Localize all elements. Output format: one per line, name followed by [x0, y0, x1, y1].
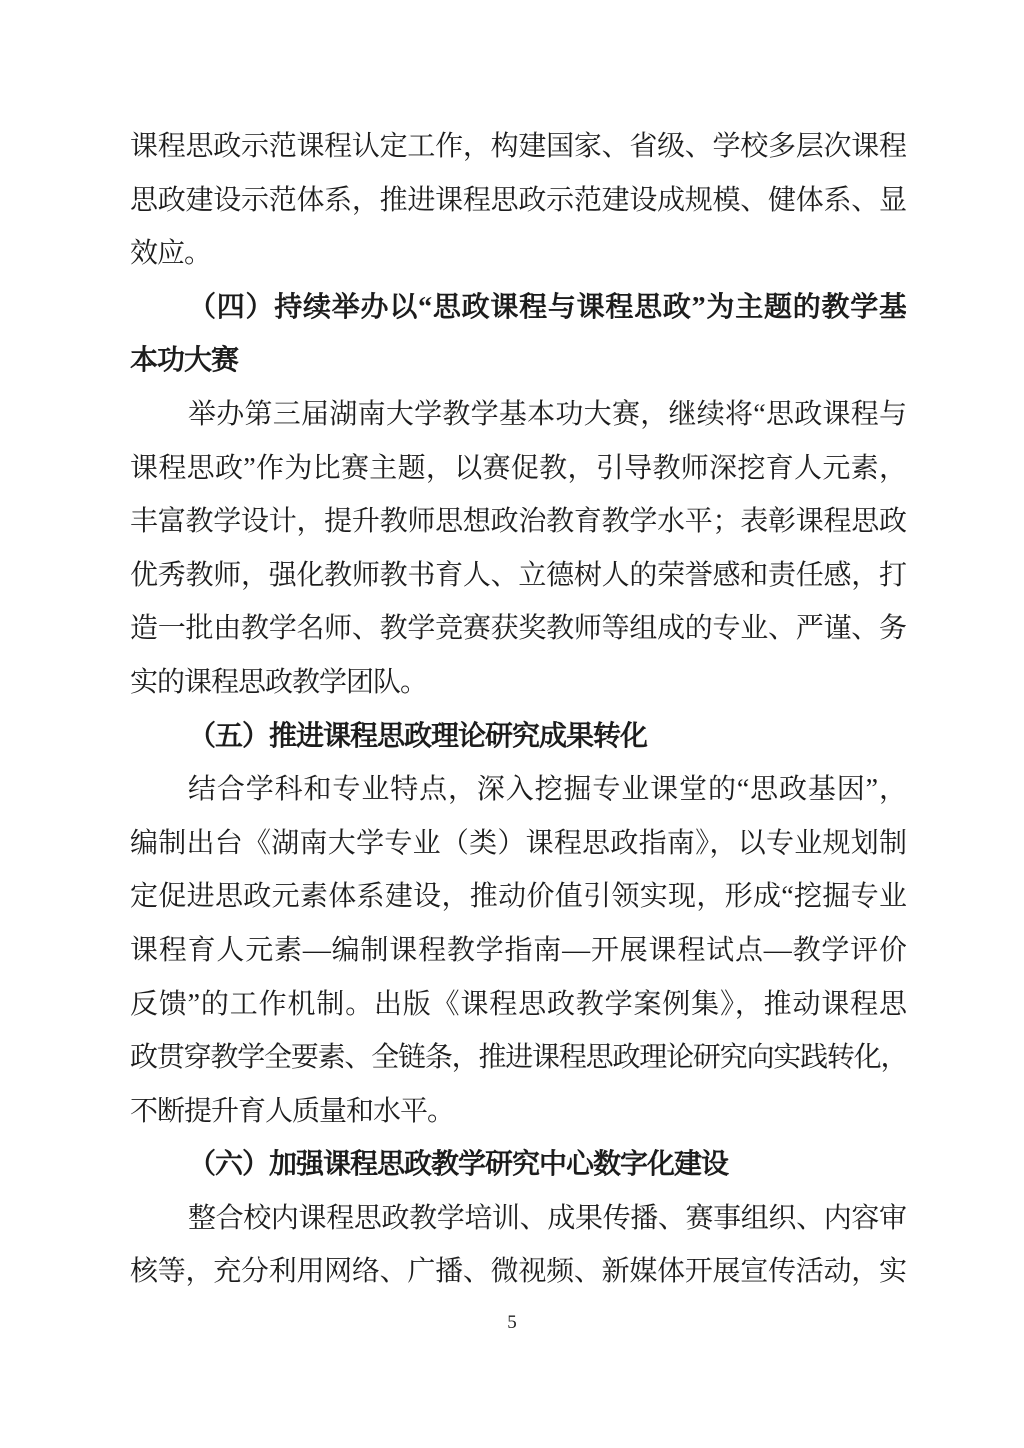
body-line: 课程思政示范课程认定工作，构建国家、省级、学校多层次课程 — [130, 131, 906, 162]
body-line: 举办第三届湖南大学教学基本功大赛，继续将“思政课程与 — [188, 398, 906, 430]
page-number: 5 — [507, 1312, 517, 1333]
section-heading: 本功大赛 — [130, 345, 239, 377]
body-line: 整合校内课程思政教学培训、成果传播、赛事组织、内容审 — [188, 1202, 906, 1234]
body-line: 丰富教学设计，提升教师思想政治教育教学水平；表彰课程思政 — [130, 506, 906, 538]
body-line: 造一批由教学名师、教学竞赛获奖教师等组成的专业、严谨、务 — [130, 613, 906, 645]
body-line: 课程思政”作为比赛主题，以赛促教，引导教师深挖育人元素， — [130, 452, 906, 484]
body-line: 政贯穿教学全要素、全链条，推进课程思政理论研究向实践转化， — [130, 1042, 906, 1074]
section-heading: （四）持续举办以“思政课程与课程思政”为主题的教学基 — [188, 291, 906, 323]
body-line: 反馈”的工作机制。出版《课程思政教学案例集》，推动课程思 — [130, 988, 906, 1020]
body-line: 实的课程思政教学团队。 — [130, 666, 428, 698]
body-line: 不断提升育人质量和水平。 — [130, 1095, 455, 1127]
body-line: 编制出台《湖南大学专业（类）课程思政指南》，以专业规划制 — [130, 827, 906, 859]
section-heading: （五）推进课程思政理论研究成果转化 — [188, 720, 648, 752]
section-heading: （六）加强课程思政教学研究中心数字化建设 — [188, 1149, 729, 1181]
body-line: 结合学科和专业特点，深入挖掘专业课堂的“思政基因”， — [188, 774, 906, 806]
body-line: 思政建设示范体系，推进课程思政示范建设成规模、健体系、显 — [130, 184, 906, 216]
document-text-body — [130, 120, 906, 1299]
body-line: 优秀教师，强化教师教书育人、立德树人的荣誉感和责任感，打 — [130, 559, 906, 591]
body-line: 效应。 — [130, 238, 212, 270]
body-line: 核等，充分利用网络、广播、微视频、新媒体开展宣传活动，实 — [130, 1256, 906, 1288]
body-line: 定促进思政元素体系建设，推动价值引领实现，形成“挖掘专业 — [130, 881, 906, 913]
body-line: 课程育人元素—编制课程教学指南—开展课程试点—教学评价 — [130, 934, 906, 966]
